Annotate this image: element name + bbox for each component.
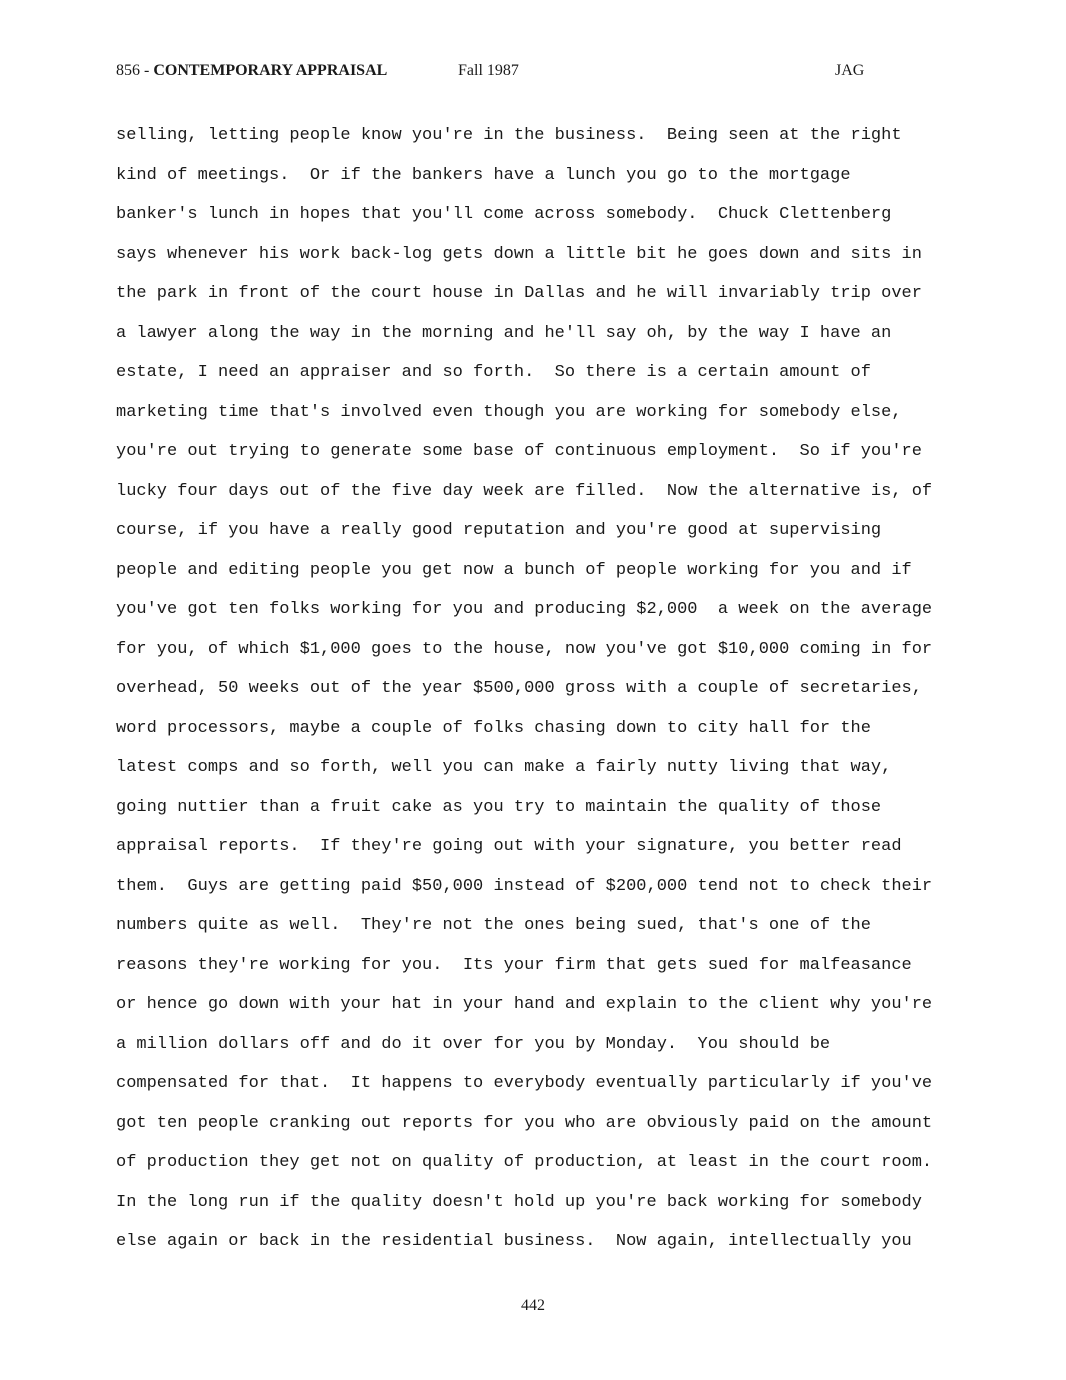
text-line: kind of meetings. Or if the bankers have a lunch you go to the mortgage — [116, 165, 851, 185]
text-line: course, if you have a really good reputation and you're good at supervising — [116, 521, 882, 540]
page-footer — [0, 1297, 1066, 1315]
term-label: Fall 1987 — [458, 62, 519, 79]
text-line: a million dollars off and do it over for you by Monday. You should be — [116, 1034, 831, 1054]
text-line: the park in front of the court house in Dallas and he will invariably trip over — [116, 284, 922, 303]
course-heading — [116, 62, 387, 80]
transcript-body — [116, 116, 1016, 1262]
text-line: for you, of which $1,000 goes to the house, now you've got $10,000 coming in for — [116, 639, 933, 659]
text-line: banker's lunch in hopes that you'll come across somebody. Chuck Clettenberg — [116, 205, 892, 224]
text-line: overhead, 50 weeks out of the year $500,000 gross with a couple of secretaries, — [116, 679, 922, 698]
page-header — [116, 62, 876, 84]
course-number: 856 - — [116, 62, 154, 79]
text-line: people and editing people you get now a bunch of people working for you and if — [116, 560, 912, 580]
text-line: of production they get not on quality of production, at least in the court room. — [116, 1153, 933, 1172]
text-line: compensated for that. It happens to everybody eventually particularly if you've — [116, 1074, 933, 1093]
author-initials: JAG — [835, 62, 865, 79]
text-line: reasons they're working for you. Its your firm that gets sued for malfeasance — [116, 955, 912, 975]
text-line: selling, letting people know you're in the business. Being seen at the right — [116, 126, 902, 145]
text-line: word processors, maybe a couple of folks chasing down to city hall for the — [116, 718, 871, 738]
text-line: In the long run if the quality doesn't hold up you're back working for somebody — [116, 1192, 922, 1212]
text-line: latest comps and so forth, well you can make a fairly nutty living that way, — [116, 758, 892, 777]
text-line: estate, I need an appraiser and so forth. So there is a certain amount of — [116, 363, 871, 382]
text-line: says whenever his work back-log gets down a little bit he goes down and sits in — [116, 244, 922, 264]
text-line: marketing time that's involved even though you are working for somebody else, — [116, 402, 902, 422]
text-line: got ten people cranking out reports for you who are obviously paid on the amount — [116, 1113, 933, 1133]
text-line: you've got ten folks working for you and producing $2,000 a week on the average — [116, 600, 933, 619]
text-line: them. Guys are getting paid $50,000 instead of $200,000 tend not to check their — [116, 876, 933, 896]
text-line: a lawyer along the way in the morning and he'll say oh, by the way I have an — [116, 323, 892, 343]
text-line: else again or back in the residential business. Now again, intellectually you — [116, 1232, 912, 1251]
text-line: lucky four days out of the five day week are filled. Now the alternative is, of — [116, 481, 933, 501]
text-line: appraisal reports. If they're going out with your signature, you better read — [116, 837, 902, 856]
text-line: going nuttier than a fruit cake as you try to maintain the quality of those — [116, 797, 882, 817]
page-number: 442 — [521, 1297, 545, 1314]
course-title: CONTEMPORARY APPRAISAL — [153, 62, 388, 79]
text-line: or hence go down with your hat in your hand and explain to the client why you're — [116, 995, 933, 1014]
text-line: numbers quite as well. They're not the ones being sued, that's one of the — [116, 916, 871, 935]
text-line: you're out trying to generate some base of continuous employment. So if you're — [116, 442, 922, 461]
